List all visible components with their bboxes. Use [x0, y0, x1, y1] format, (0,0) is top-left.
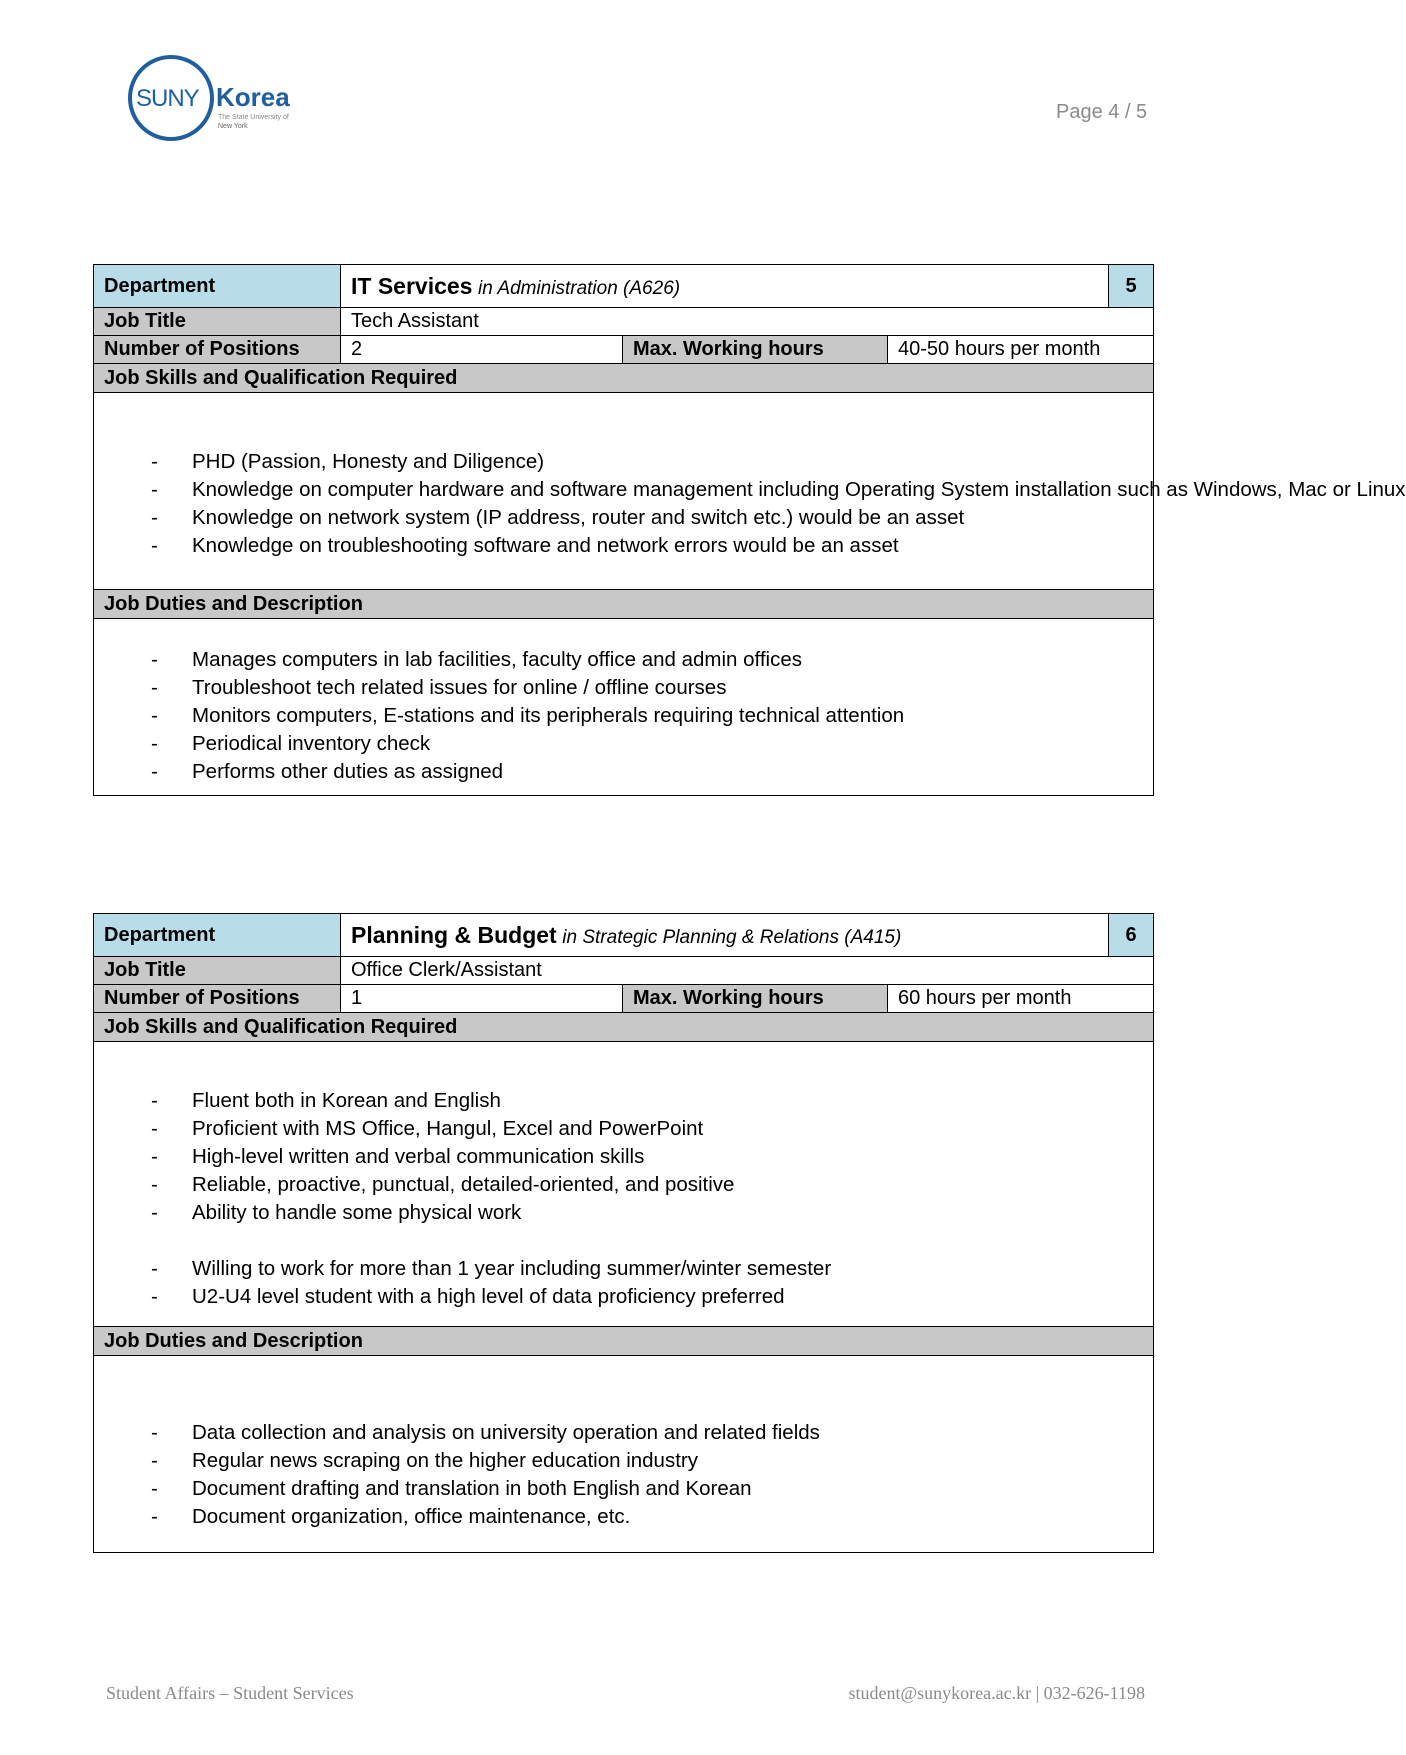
- skills-body: [94, 393, 1406, 590]
- positions-value: 1: [341, 985, 623, 1013]
- skills-heading: Job Skills and Qualification Required: [94, 1013, 1154, 1042]
- logo-word-korea: Korea: [216, 82, 290, 112]
- logo-tagline-2: New York: [218, 123, 248, 130]
- list-item: - Fluent both in Korean and English: [151, 1089, 501, 1112]
- list-item: - Data collection and analysis on university operation and related fields: [151, 1421, 820, 1444]
- list-item: - Performs other duties as assigned: [151, 759, 504, 783]
- duties-list: [104, 646, 1143, 786]
- department-label: Department: [94, 265, 341, 308]
- duties-list: [104, 1419, 1143, 1531]
- department-value: [341, 265, 1109, 308]
- page-number: Page 4 / 5: [1056, 101, 1148, 123]
- hours-label: Max. Working hours: [623, 336, 888, 364]
- job-title-value: Tech Assistant: [341, 308, 1154, 336]
- logo-word-suny: SUNY: [136, 85, 199, 112]
- job-title-value: Office Clerk/Assistant: [341, 957, 1154, 985]
- department-name: IT Services: [351, 272, 473, 299]
- footer-contact: student@sunykorea.ac.kr | 032-626-1198: [848, 1683, 1145, 1703]
- list-item: - Knowledge on troubleshooting software and network errors would be an asset: [151, 534, 899, 557]
- list-item: - Troubleshoot tech related issues for online / offline courses: [151, 675, 727, 699]
- positions-value: 2: [341, 336, 623, 364]
- list-item: - U2-U4 level student with a high level of data proficiency preferred: [151, 1285, 785, 1308]
- list-item: - Proficient with MS Office, Hangul, Excel and PowerPoint: [151, 1117, 704, 1140]
- department-sub: in Administration (A626): [478, 277, 681, 299]
- list-item: - Document organization, office maintenance, etc.: [151, 1505, 631, 1528]
- skills-body: [94, 1042, 1154, 1327]
- duties-heading: Job Duties and Description: [94, 1327, 1154, 1356]
- list-item: - Periodical inventory check: [151, 731, 431, 755]
- footer-department: Student Affairs – Student Services: [106, 1683, 354, 1703]
- list-item: - Document drafting and translation in both English and Korean: [151, 1477, 752, 1500]
- job-table-planning-budget: [93, 913, 1154, 1553]
- list-item: - Knowledge on network system (IP address, router and switch etc.) would be an asset: [151, 506, 965, 529]
- duties-body: [94, 1356, 1154, 1553]
- list-item: - Reliable, proactive, punctual, detailed-oriented, and positive: [151, 1173, 735, 1196]
- skills-list-extra: [104, 1255, 1143, 1311]
- job-number: 6: [1109, 914, 1154, 957]
- hours-value: 60 hours per month: [888, 985, 1154, 1013]
- list-item: - Manages computers in lab facilities, faculty office and admin offices: [151, 647, 803, 671]
- list-item: - PHD (Passion, Honesty and Diligence): [151, 450, 545, 473]
- duties-body: [94, 619, 1154, 796]
- department-sub: in Strategic Planning & Relations (A415): [562, 926, 902, 948]
- list-item: - Knowledge on computer hardware and software management including Operating System installation such as Windows, Mac or Linux: [151, 478, 1406, 501]
- list-item: - Monitors computers, E-stations and its peripherals requiring technical attention: [151, 703, 905, 727]
- job-number: 5: [1109, 265, 1154, 308]
- logo-tagline: The State University of: [218, 114, 289, 121]
- list-item: - Regular news scraping on the higher education industry: [151, 1449, 698, 1472]
- positions-label: Number of Positions: [94, 336, 341, 364]
- skills-list: [104, 448, 1406, 560]
- hours-label: Max. Working hours: [623, 985, 888, 1013]
- department-label: Department: [94, 914, 341, 957]
- job-table-it-services: [93, 264, 1406, 796]
- list-item: - Ability to handle some physical work: [151, 1201, 522, 1224]
- job-title-label: Job Title: [94, 957, 341, 985]
- hours-value: 40-50 hours per month: [888, 336, 1154, 364]
- duties-heading: Job Duties and Description: [94, 590, 1154, 619]
- department-value: [341, 914, 1109, 957]
- list-item: - Willing to work for more than 1 year including summer/winter semester: [151, 1257, 832, 1280]
- skills-list: [104, 1087, 1143, 1227]
- suny-korea-logo: [126, 53, 301, 143]
- list-item: - High-level written and verbal communication skills: [151, 1145, 645, 1168]
- job-title-label: Job Title: [94, 308, 341, 336]
- positions-label: Number of Positions: [94, 985, 341, 1013]
- skills-heading: Job Skills and Qualification Required: [94, 364, 1154, 393]
- department-name: Planning & Budget: [351, 921, 557, 948]
